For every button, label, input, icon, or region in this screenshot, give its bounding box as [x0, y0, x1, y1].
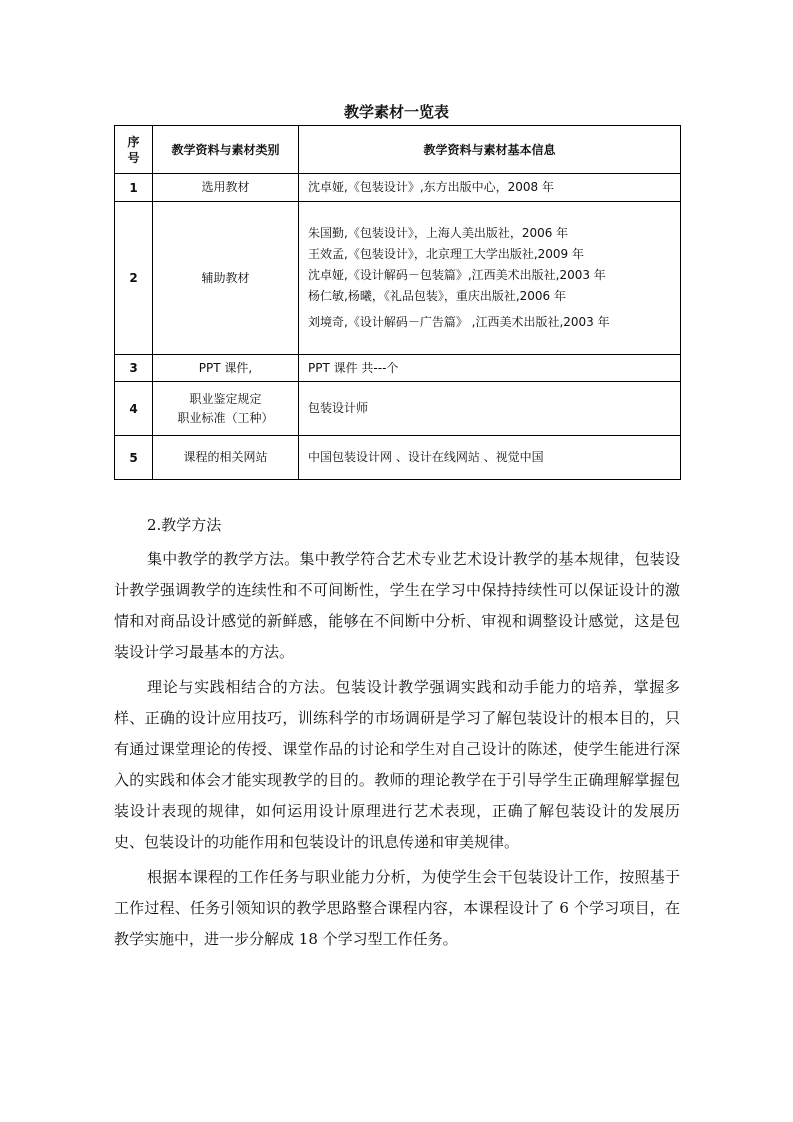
- materials-table: [114, 125, 681, 480]
- table-row: [115, 174, 681, 202]
- header-info: 教学资料与素材基本信息: [299, 126, 681, 174]
- table-header-row: [115, 126, 681, 174]
- header-num-line1: 序: [127, 134, 140, 149]
- row-info: [299, 382, 681, 436]
- row-num: 5: [115, 436, 153, 480]
- row-category: [153, 355, 299, 382]
- section-body: [114, 544, 680, 955]
- row-category: [153, 174, 299, 202]
- row-num: 1: [115, 174, 153, 202]
- section-heading: 2.教学方法: [147, 516, 222, 534]
- table-row: [115, 382, 681, 436]
- info-line: PPT 课件 共---个: [308, 360, 399, 375]
- row-category: [153, 382, 299, 436]
- info-line: 王效孟,《包装设计》，北京理工大学出版社,2009 年: [308, 247, 584, 261]
- row-num: 2: [115, 202, 153, 355]
- category-line: 职业标准（工种）: [177, 410, 274, 425]
- table-title: 教学素材一览表: [343, 103, 449, 121]
- row-category: [153, 436, 299, 480]
- info-line: 朱国勤,《包装设计》，上海人美出版社，2006 年: [308, 226, 569, 240]
- row-num: 4: [115, 382, 153, 436]
- category-line: PPT 课件,: [198, 360, 253, 375]
- paragraph: 集中教学的教学方法。集中教学符合艺术专业艺术设计教学的基本规律，包装设计教学强调教学的连续性和不可间断性，学生在学习中保持持续性可以保证设计的激情和对商品设计感觉的新鲜感，能够在不间断中分析、审视和调整设计感觉，这是包装设计学习最基本的方法。: [114, 550, 680, 661]
- info-line: 杨仁敏,杨曦，《礼品包装》，重庆出版社,2006 年: [308, 289, 566, 303]
- header-num-line2: 号: [127, 150, 140, 165]
- category-line: 选用教材: [201, 180, 250, 194]
- row-num: 3: [115, 355, 153, 382]
- row-category: [153, 202, 299, 355]
- info-line: 刘境奇,《设计解码－广告篇》 ,江西美术出版社,2003 年: [308, 315, 610, 329]
- paragraph: 理论与实践相结合的方法。包装设计教学强调实践和动手能力的培养，掌握多样、正确的设计应用技巧，训练科学的市场调研是学习了解包装设计的根本目的，只有通过课堂理论的传授、课堂作品的讨论和学生对自己设计的陈述，使学生能进行深入的实践和体会才能实现教学的目的。教师的理论教学在于引导学生正确理解掌握包装设计表现的规律，如何运用设计原理进行艺术表现，正确了解包装设计的发展历史、包装设计的功能作用和包装设计的讯息传递和审美规律。: [114, 678, 680, 851]
- category-line: 职业鉴定规定: [189, 391, 262, 406]
- table-row: [115, 202, 681, 355]
- info-line: 沈卓娅,《包装设计》,东方出版中心，2008 年: [308, 180, 554, 194]
- row-info: [299, 202, 681, 355]
- info-line: 沈卓娅,《设计解码－包装篇》,江西美术出版社,2003 年: [308, 268, 606, 282]
- header-category: 教学资料与素材类别: [153, 126, 299, 174]
- header-num: [115, 126, 153, 174]
- table-row: [115, 355, 681, 382]
- info-line: 包装设计师: [308, 401, 369, 415]
- row-info: [299, 174, 681, 202]
- table-row: [115, 436, 681, 480]
- category-line: 辅助教材: [201, 270, 250, 285]
- info-line: 中国包装设计网 、设计在线网站 、视觉中国: [308, 450, 544, 464]
- category-line: 课程的相关网站: [183, 450, 268, 464]
- paragraph: 根据本课程的工作任务与职业能力分析，为使学生会干包装设计工作，按照基于工作过程、任务引领知识的教学思路整合课程内容，本课程设计了 6 个学习项目，在教学实施中，进一步分解成 18 个学习型工作任务。: [114, 868, 680, 948]
- row-info: [299, 355, 681, 382]
- row-info: [299, 436, 681, 480]
